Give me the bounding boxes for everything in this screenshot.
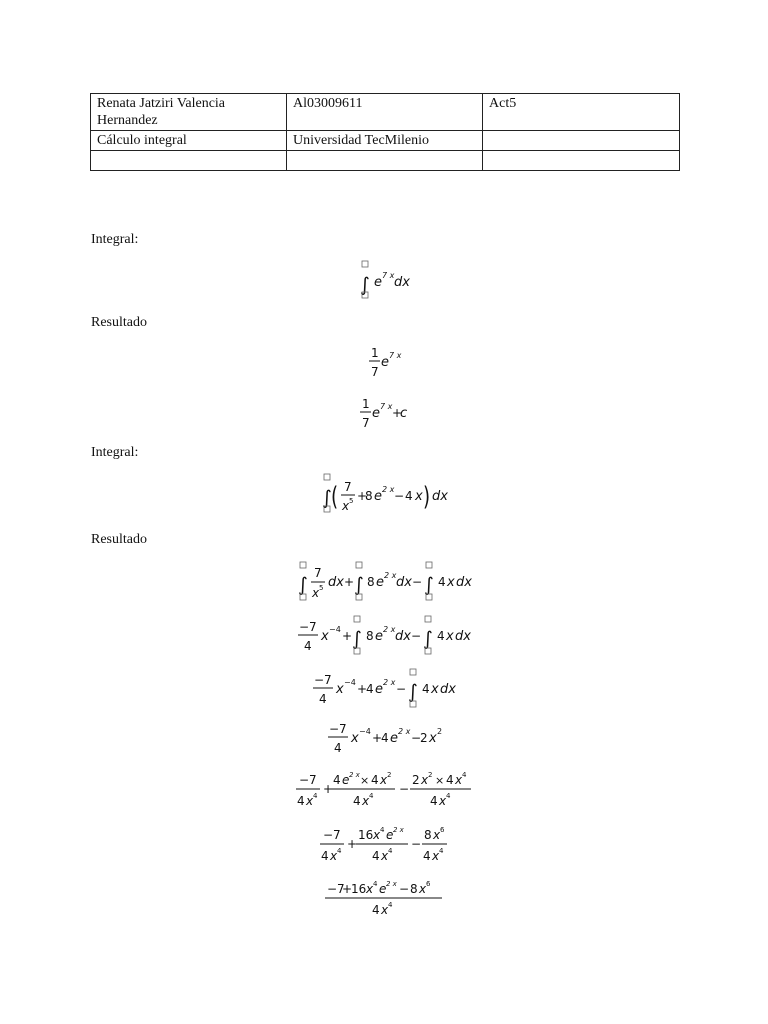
math-symbol: x xyxy=(432,849,440,863)
math-symbol: x xyxy=(439,794,447,808)
math-symbol: e xyxy=(376,575,384,590)
math-symbol: x xyxy=(381,903,389,917)
table-cell-student-id: Al03009611 xyxy=(287,94,483,131)
math-symbol: e xyxy=(390,731,398,746)
math-number: 16 xyxy=(351,882,367,896)
integral-sign: ∫ xyxy=(322,487,332,509)
math-exponent: 5 xyxy=(349,497,354,505)
math-symbol: x xyxy=(429,731,437,746)
math-symbol: e xyxy=(381,355,389,370)
math-operator: − xyxy=(396,682,407,696)
math-symbol: x xyxy=(362,794,370,808)
math-number: 4 xyxy=(405,489,413,503)
integral-sign: ∫ xyxy=(360,274,370,296)
math-exponent: 5 xyxy=(319,584,324,592)
math-symbol: c xyxy=(400,406,408,421)
math-number: −7 xyxy=(299,773,317,787)
math-symbol: e xyxy=(374,275,382,290)
math-operator: − xyxy=(411,837,422,851)
integral-label: Integral: xyxy=(91,232,139,247)
math-exponent: 4 xyxy=(369,792,374,800)
math-number: −7 xyxy=(314,673,332,687)
math-symbol: dx xyxy=(396,575,412,590)
math-exponent: 2 x xyxy=(383,625,396,634)
math-symbol: dx xyxy=(455,629,471,644)
equation-result-1b xyxy=(360,397,407,430)
math-symbol: dx xyxy=(440,682,456,697)
math-symbol: e xyxy=(342,773,350,787)
equation-result-2g xyxy=(325,880,442,917)
equation-result-2b xyxy=(298,616,471,654)
math-symbol: e xyxy=(372,406,380,421)
math-symbol: dx xyxy=(456,575,472,590)
math-symbol: x xyxy=(421,773,429,787)
equation-integral-2 xyxy=(322,474,448,513)
math-number: 4 xyxy=(304,639,312,653)
math-number: 4 xyxy=(353,794,361,808)
equation-result-2a xyxy=(298,562,472,600)
integral-sign: ∫ xyxy=(298,574,308,596)
math-symbol: x xyxy=(342,499,350,513)
limit-placeholder-icon xyxy=(410,669,416,675)
math-exponent: −4 xyxy=(359,727,371,736)
math-number: 7 xyxy=(314,566,322,580)
math-operator: + xyxy=(357,489,368,503)
math-number: 4 xyxy=(297,794,305,808)
math-number: −7 xyxy=(299,620,317,634)
math-number: 4 xyxy=(366,682,374,696)
math-exponent: 7 x xyxy=(380,402,393,411)
math-exponent: 2 x xyxy=(398,727,411,736)
math-exponent: 4 xyxy=(380,826,385,834)
math-exponent: 4 xyxy=(388,901,393,909)
math-symbol: e xyxy=(375,629,383,644)
math-exponent: 4 xyxy=(462,771,467,779)
table-cell-activity: Act5 xyxy=(483,94,680,131)
integral-sign: ∫ xyxy=(424,574,434,596)
math-number: 7 xyxy=(344,480,352,494)
math-exponent: 2 x xyxy=(393,826,404,834)
math-exponent: 6 xyxy=(440,826,445,834)
math-operator: + xyxy=(323,782,334,796)
math-symbol: x xyxy=(419,882,427,896)
math-operator: − xyxy=(394,489,405,503)
math-number: 4 xyxy=(423,849,431,863)
math-symbol: e xyxy=(386,828,394,842)
math-symbol: x xyxy=(366,882,374,896)
math-operator: × xyxy=(435,774,445,787)
table-cell-university: Universidad TecMilenio xyxy=(287,131,483,151)
math-number: 4 xyxy=(319,692,327,706)
math-number: −7 xyxy=(329,722,347,736)
math-symbol: e xyxy=(375,682,383,697)
math-number: 4 xyxy=(437,629,445,643)
equation-integral-1 xyxy=(360,261,410,298)
limit-placeholder-icon xyxy=(356,562,362,568)
math-symbol: x xyxy=(446,629,454,644)
math-number: 4 xyxy=(422,682,430,696)
table-cell-student-name: Renata Jatziri Valencia Hernandez xyxy=(91,94,287,131)
math-symbol: x xyxy=(321,629,329,644)
math-exponent: 6 xyxy=(426,880,431,888)
math-operator: + xyxy=(347,837,358,851)
math-number: −7 xyxy=(323,828,341,842)
paren-left: ( xyxy=(331,481,339,512)
paren-right: ) xyxy=(423,481,431,512)
integral-sign: ∫ xyxy=(352,628,362,650)
math-exponent: 2 xyxy=(437,727,443,736)
limit-placeholder-icon xyxy=(425,616,431,622)
math-number: 4 xyxy=(381,731,389,745)
math-operator: + xyxy=(342,882,353,896)
table-cell-course: Cálculo integral xyxy=(91,131,287,151)
math-exponent: 2 xyxy=(387,771,392,779)
math-number: 4 xyxy=(438,575,446,589)
math-symbol: e xyxy=(379,882,387,896)
math-number: 7 xyxy=(362,416,370,430)
math-symbol: x xyxy=(447,575,455,590)
math-number: 4 xyxy=(430,794,438,808)
equation-result-2c xyxy=(313,669,456,707)
math-number: 4 xyxy=(446,773,454,787)
equation-result-2d xyxy=(328,722,442,755)
math-exponent: 2 x xyxy=(383,678,396,687)
math-number: 2 xyxy=(420,731,428,745)
math-symbol: x xyxy=(431,682,439,697)
math-number: 1 xyxy=(371,346,379,360)
integral-label: Integral: xyxy=(91,445,139,460)
math-operator: − xyxy=(399,782,410,796)
math-exponent: 4 xyxy=(337,847,342,855)
equation-result-1a xyxy=(369,346,402,379)
math-operator: + xyxy=(372,731,383,745)
math-number: 4 xyxy=(333,773,341,787)
math-symbol: x xyxy=(433,828,441,842)
math-symbol: dx xyxy=(395,629,411,644)
result-label: Resultado xyxy=(91,532,147,547)
math-symbol: dx xyxy=(394,275,410,290)
math-operator: + xyxy=(342,629,353,643)
math-number: 4 xyxy=(334,741,342,755)
math-number: 4 xyxy=(321,849,329,863)
math-exponent: 7 x xyxy=(382,271,395,280)
integral-sign: ∫ xyxy=(408,681,418,703)
math-operator: × xyxy=(360,774,370,787)
equation-result-2f xyxy=(320,826,447,863)
math-exponent: 2 xyxy=(428,771,433,779)
math-number: 16 xyxy=(358,828,374,842)
math-symbol: x xyxy=(306,794,314,808)
math-number: 1 xyxy=(362,397,370,411)
math-exponent: 4 xyxy=(388,847,393,855)
math-exponent: 2 x xyxy=(386,880,397,888)
math-symbol: dx xyxy=(328,575,344,590)
limit-placeholder-icon xyxy=(354,616,360,622)
math-exponent: 7 x xyxy=(389,351,402,360)
math-symbol: x xyxy=(381,849,389,863)
math-number: 4 xyxy=(372,849,380,863)
math-operator: − xyxy=(411,629,422,643)
math-exponent: 4 xyxy=(446,792,451,800)
math-operator: + xyxy=(344,575,355,589)
integral-sign: ∫ xyxy=(423,628,433,650)
math-exponent: 2 x xyxy=(384,571,397,580)
math-number: 8 xyxy=(365,489,373,503)
math-exponent: −4 xyxy=(329,625,341,634)
math-exponent: 4 xyxy=(313,792,318,800)
limit-placeholder-icon xyxy=(362,261,368,267)
math-symbol: dx xyxy=(432,489,448,504)
math-symbol: x xyxy=(380,773,388,787)
math-number: 4 xyxy=(371,773,379,787)
math-operator: − xyxy=(412,575,423,589)
equation-result-2e xyxy=(296,771,471,808)
math-number: 8 xyxy=(410,882,418,896)
math-operator: − xyxy=(399,882,410,896)
limit-placeholder-icon xyxy=(426,562,432,568)
math-symbol: x xyxy=(415,489,423,504)
math-number: 8 xyxy=(366,629,374,643)
integral-sign: ∫ xyxy=(354,574,364,596)
math-number: −7 xyxy=(327,882,345,896)
math-symbol: x xyxy=(312,586,320,600)
math-symbol: x xyxy=(351,731,359,746)
math-exponent: 4 xyxy=(373,880,378,888)
math-operator: + xyxy=(392,406,403,420)
math-number: 7 xyxy=(371,365,379,379)
math-number: 8 xyxy=(367,575,375,589)
math-exponent: 2 x xyxy=(382,485,395,494)
math-exponent: 2 x xyxy=(349,771,360,779)
math-symbol: x xyxy=(373,828,381,842)
limit-placeholder-icon xyxy=(300,562,306,568)
result-label: Resultado xyxy=(91,315,147,330)
math-symbol: x xyxy=(455,773,463,787)
math-symbol: e xyxy=(374,489,382,504)
math-operator: − xyxy=(411,731,422,745)
math-exponent: −4 xyxy=(344,678,356,687)
math-number: 2 xyxy=(412,773,420,787)
math-number: 8 xyxy=(424,828,432,842)
math-number: 4 xyxy=(372,903,380,917)
math-exponent: 4 xyxy=(439,847,444,855)
math-symbol: x xyxy=(330,849,338,863)
math-symbol: x xyxy=(336,682,344,697)
math-operator: + xyxy=(357,682,368,696)
limit-placeholder-icon xyxy=(324,474,330,480)
